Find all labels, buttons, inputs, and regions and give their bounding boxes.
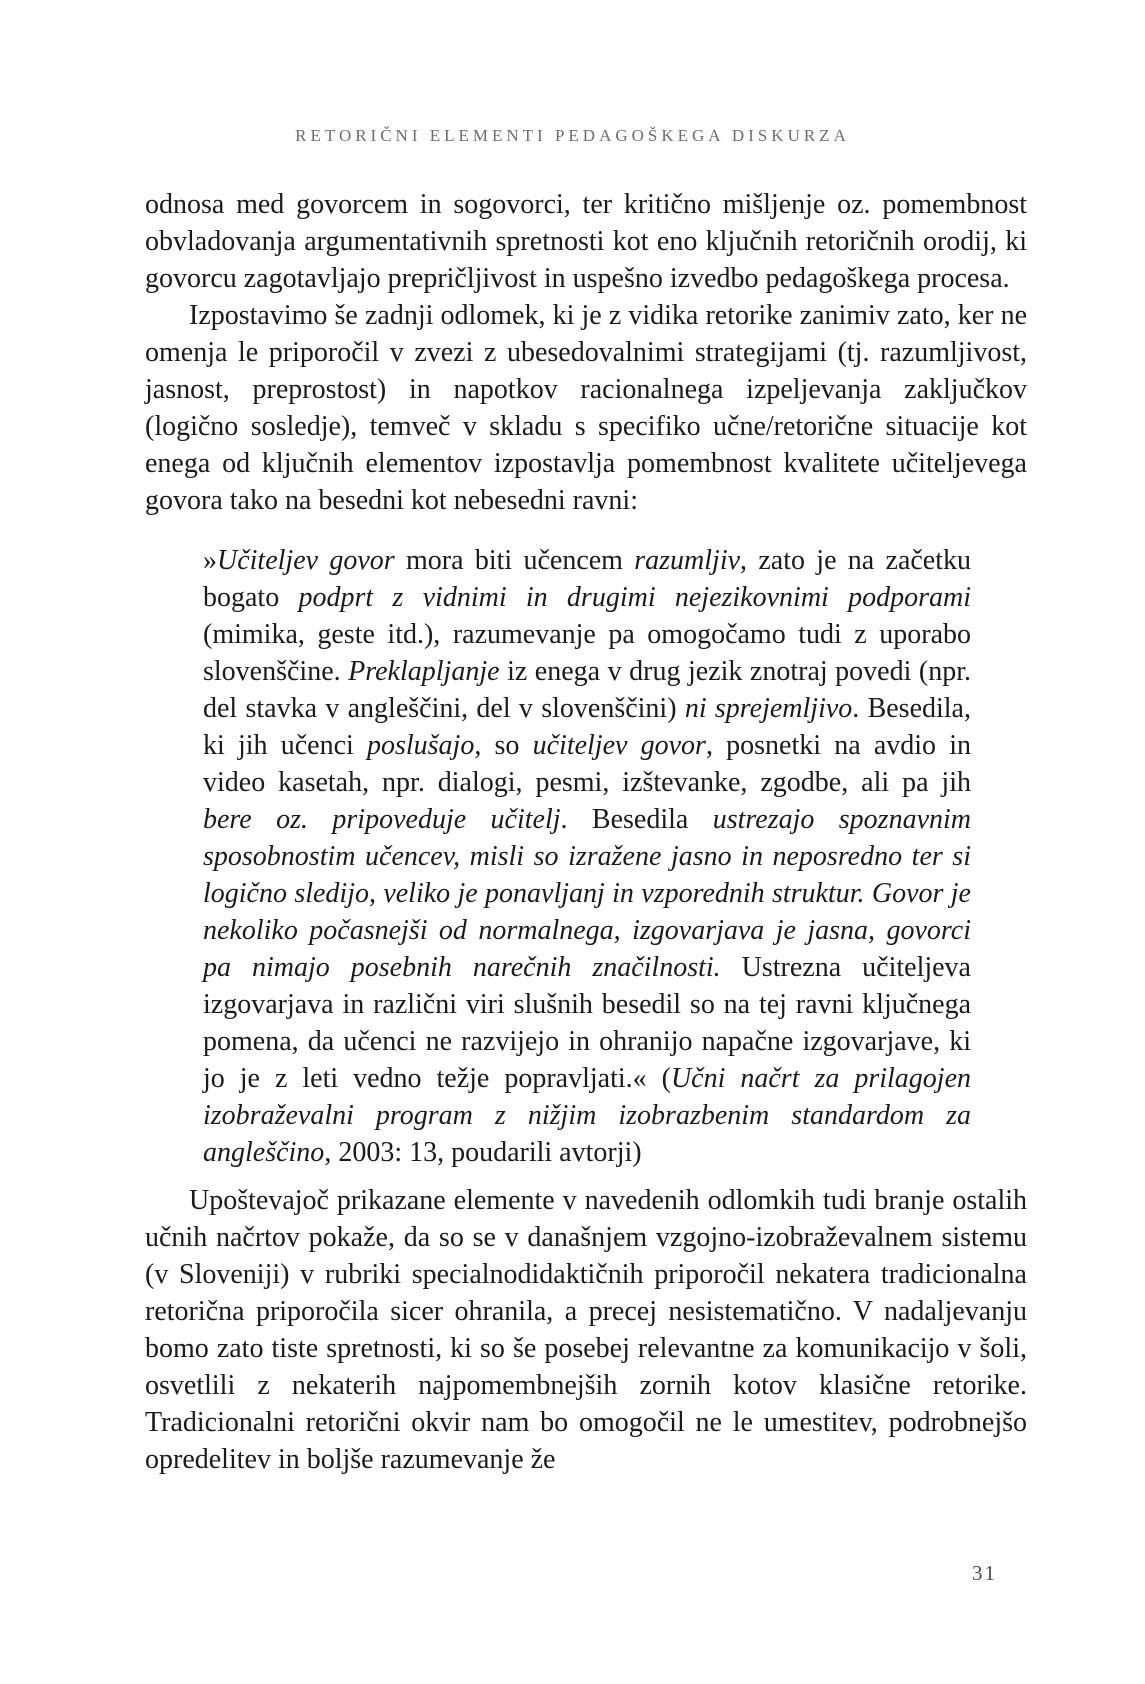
italic-text-run: Učni načrt za prilagojen izobraževalni program z nižjim izobrazbenim standardom za angleščino [203, 1063, 971, 1168]
page-text-block [145, 186, 1027, 1478]
paragraph-upostevajoc [145, 1182, 1027, 1478]
text-run: Upoštevajoč prikazane elemente v navedenih odlomkih tudi branje ostalih učnih načrtov pokaže, da so se v današnjem vzgojno-izobraževalnem sistemu (v Sloveniji) v rubriki specialnodidaktičnih priporočil nekatera tradicionalna retorična priporočila sicer ohranila, a precej nesistematično. V nadaljevanju bomo zato tiste spretnosti, ki so še posebej relevantne za komunikacijo v šoli, osvetlili z nekaterih najpomembnejših zornih kotov klasične retorike. Tradicionalni retorični okvir nam bo omogočil ne le umestitev, podrobnejšo opredelitev in boljše razumevanje že [145, 1185, 1027, 1475]
text-run: , so [474, 730, 533, 761]
italic-text-run: razumljiv [634, 545, 741, 576]
blockquote-ucni-nacrt [145, 542, 1027, 1171]
italic-text-run: ni sprejemljivo [684, 693, 853, 724]
paragraph-izpostavimo [145, 297, 1027, 519]
italic-text-run: Preklapljanje [348, 656, 500, 687]
text-run: (mimika, geste itd.), razumevanje pa omogočamo tudi z uporabo slovenščine. [203, 619, 971, 687]
text-run: » [203, 545, 217, 576]
text-run: iz enega v drug jezik znotraj povedi (npr. del stavka v angleščini, del v slovenščini) [203, 656, 972, 724]
italic-text-run: poslušajo [366, 730, 475, 761]
italic-text-run: bere oz. pripoveduje učitelj [203, 804, 561, 835]
text-run: , posnetki na avdio in video kasetah, npr. dialogi, pesmi, izštevanke, zgodbe, ali pa jih [203, 730, 971, 798]
text-run: Ustrezna učiteljeva izgovarjava in različni viri slušnih besedil so na tej ravni ključnega pomena, da učenci ne razvijejo in ohranijo napačne izgovarjave, ki jo je z leti vedno težje popravljati.« ( [203, 952, 971, 1094]
text-run: mora biti učencem [394, 545, 635, 576]
text-run: . Besedila [560, 804, 713, 835]
italic-text-run: Učiteljev govor [217, 545, 395, 576]
page-number: 31 [972, 1561, 997, 1585]
italic-text-run: ustrezajo spoznavnim sposobnostim učencev, misli so izražene jasno in neposredno ter si logično sledijo, veliko je ponavljanj in vzporednih struktur. Govor je nekoliko počasnejši od normalnega, izgovarjava je jasna, govorci pa nimajo posebnih narečnih značilnosti. [203, 804, 971, 983]
italic-text-run: podprt z vidnimi in drugimi nejezikovnimi podporami [298, 582, 971, 613]
running-header [0, 126, 1145, 146]
text-run: odnosa med govorcem in sogovorci, ter kritično mišljenje oz. pomembnost obvladovanja argumentativnih spretnosti kot eno ključnih retoričnih orodij, ki govorcu zagotavljajo prepričljivost in uspešno izvedbo pedagoškega procesa. [145, 189, 1027, 294]
text-run: . Besedila, ki jih učenci [203, 693, 971, 761]
text-run: , zato je na začetku bogato [203, 545, 972, 613]
italic-text-run: učiteljev govor [532, 730, 706, 761]
paragraph-continuation [145, 186, 1027, 297]
text-run: Izpostavimo še zadnji odlomek, ki je z vidika retorike zanimiv zato, ker ne omenja le priporočil v zvezi z ubesedovalnimi strategijami (tj. razumljivost, jasnost, preprostost) in napotkov racionalnega izpeljevanja zaključkov (logično sosledje), temveč v skladu s specifiko učne/retorične situacije kot enega od ključnih elementov izpostavlja pomembnost kvalitete učiteljevega govora tako na besedni kot nebesedni ravni: [145, 300, 1027, 516]
text-run: , 2003: 13, poudarili avtorji) [324, 1137, 642, 1168]
running-header-text: RETORIČNI ELEMENTI PEDAGOŠKEGA DISKURZA [295, 126, 850, 145]
